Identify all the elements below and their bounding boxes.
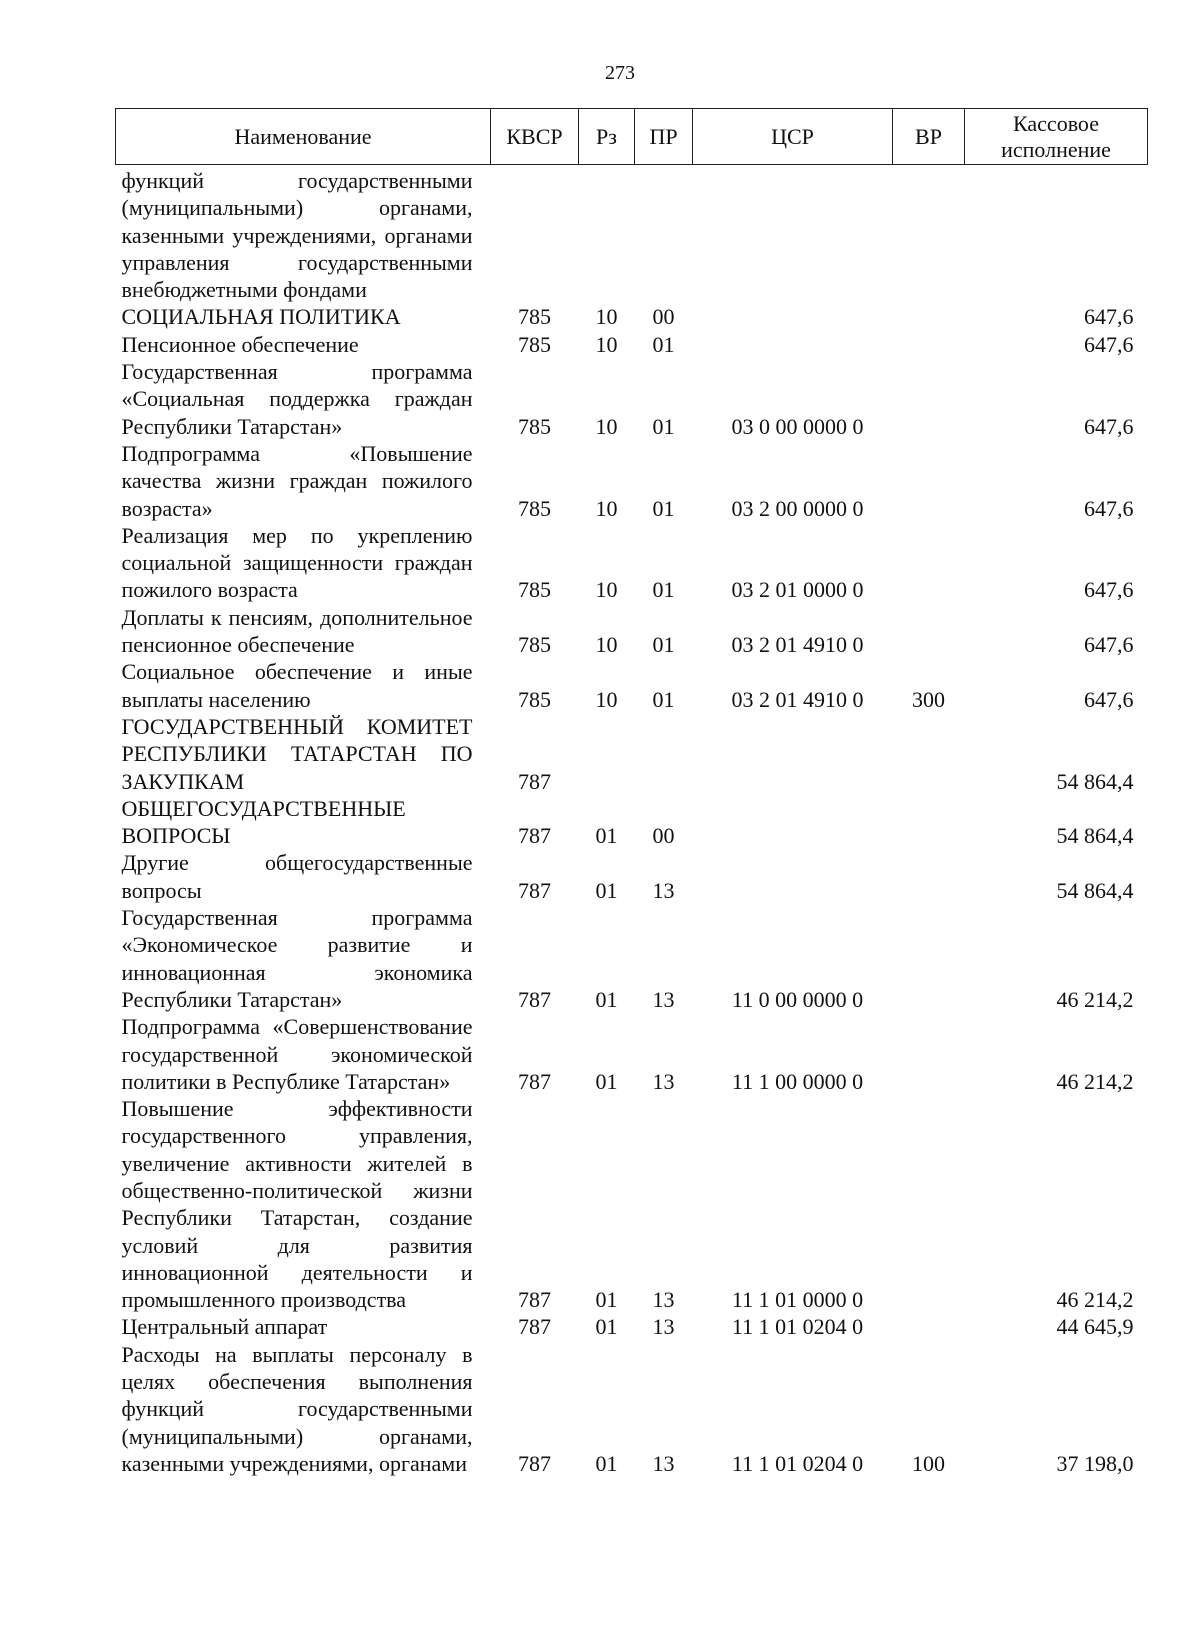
row-pr: 13 bbox=[652, 1287, 675, 1313]
row-vr bbox=[893, 849, 965, 904]
header-rz: Рз bbox=[579, 109, 635, 165]
row-cash-execution: 46 214,2 bbox=[1056, 1068, 1134, 1094]
table-row bbox=[116, 522, 1148, 604]
row-kvsr: 787 bbox=[518, 1450, 551, 1476]
row-rz: 01 bbox=[595, 1287, 618, 1313]
header-row bbox=[116, 109, 1148, 165]
row-kvsr: 787 bbox=[518, 986, 551, 1012]
row-rz: 01 bbox=[595, 986, 618, 1012]
table-row bbox=[116, 303, 1148, 330]
row-csr: 03 0 00 0000 0 bbox=[731, 413, 864, 439]
table-row bbox=[116, 1095, 1148, 1313]
row-vr bbox=[893, 795, 965, 850]
row-csr: 03 2 01 4910 0 bbox=[731, 632, 864, 658]
row-csr: 11 1 01 0204 0 bbox=[731, 1314, 864, 1340]
row-vr bbox=[893, 1013, 965, 1095]
header-vr: ВР bbox=[893, 109, 965, 165]
row-pr: 13 bbox=[652, 1450, 675, 1476]
table-body bbox=[116, 165, 1148, 1478]
row-kvsr: 785 bbox=[518, 686, 551, 712]
row-name: Повышение эффективности государственного управления, увеличение активности жителей в общественно-политической жизни Республики Татарстан, создание условий для развития инновационной деятельности и промышленного производства bbox=[121, 1096, 473, 1313]
row-name: Пенсионное обеспечение bbox=[121, 331, 359, 357]
row-kvsr: 787 bbox=[518, 1314, 551, 1340]
table-row bbox=[116, 440, 1148, 522]
row-kvsr: 785 bbox=[518, 577, 551, 603]
row-pr: 01 bbox=[652, 686, 675, 712]
row-rz bbox=[579, 165, 635, 304]
row-csr bbox=[693, 331, 893, 358]
row-rz: 01 bbox=[595, 1068, 618, 1094]
row-rz bbox=[579, 713, 635, 795]
row-pr: 01 bbox=[652, 577, 675, 603]
row-csr bbox=[693, 165, 893, 304]
row-vr bbox=[893, 165, 965, 304]
row-name: функций государственными (муниципальными) органами, казенными учреждениями, органами управления государственными внебюджетными фондами bbox=[121, 168, 473, 303]
table-row bbox=[116, 904, 1148, 1013]
row-cash-execution: 647,6 bbox=[1084, 413, 1134, 439]
row-cash-execution: 54 864,4 bbox=[1056, 877, 1134, 903]
row-rz: 01 bbox=[595, 1450, 618, 1476]
table-row bbox=[116, 658, 1148, 713]
row-csr: 11 1 01 0204 0 bbox=[731, 1450, 864, 1476]
row-rz: 10 bbox=[595, 495, 618, 521]
row-cash-execution: 46 214,2 bbox=[1056, 1287, 1134, 1313]
header-cash-execution: Кассовое исполнение bbox=[965, 109, 1148, 165]
table-row bbox=[116, 1313, 1148, 1340]
row-cash-execution: 54 864,4 bbox=[1056, 768, 1134, 794]
row-csr: 03 2 01 0000 0 bbox=[731, 577, 864, 603]
row-rz: 10 bbox=[595, 413, 618, 439]
row-vr bbox=[893, 331, 965, 358]
row-kvsr: 787 bbox=[518, 768, 551, 794]
header-pr: ПР bbox=[635, 109, 693, 165]
table-row bbox=[116, 713, 1148, 795]
row-pr: 13 bbox=[652, 1314, 675, 1340]
table-row bbox=[116, 849, 1148, 904]
row-kvsr: 787 bbox=[518, 1287, 551, 1313]
row-name: Государственная программа «Экономическое развитие и инновационная экономика Республики Татарстан» bbox=[121, 905, 473, 1012]
row-name: Реализация мер по укреплению социальной защищенности граждан пожилого возраста bbox=[121, 522, 473, 603]
row-pr bbox=[635, 713, 693, 795]
row-name: СОЦИАЛЬНАЯ ПОЛИТИКА bbox=[121, 304, 401, 330]
row-rz: 10 bbox=[595, 686, 618, 712]
page-number: 273 bbox=[605, 62, 635, 84]
row-vr bbox=[893, 904, 965, 1013]
row-name: Доплаты к пенсиям, дополнительное пенсионное обеспечение bbox=[121, 604, 473, 658]
row-pr: 01 bbox=[652, 331, 675, 357]
row-csr bbox=[693, 795, 893, 850]
row-csr: 03 2 01 4910 0 bbox=[731, 686, 864, 712]
table-row bbox=[116, 604, 1148, 659]
row-vr bbox=[893, 358, 965, 440]
table-row bbox=[116, 795, 1148, 850]
row-vr: 100 bbox=[912, 1450, 945, 1476]
row-cash-execution: 37 198,0 bbox=[1056, 1450, 1134, 1476]
row-name: ОБЩЕГОСУДАРСТВЕННЫЕ ВОПРОСЫ bbox=[121, 795, 406, 849]
row-name: Расходы на выплаты персоналу в целях обеспечения выполнения функций государственными (муниципальными) органами, казенными учреждениями, органами bbox=[121, 1341, 473, 1476]
row-cash-execution: 647,6 bbox=[1084, 577, 1134, 603]
table-header bbox=[116, 109, 1148, 165]
row-cash-execution: 647,6 bbox=[1084, 686, 1134, 712]
row-name: ГОСУДАРСТВЕННЫЙ КОМИТЕТ РЕСПУБЛИКИ ТАТАРСТАН ПО ЗАКУПКАМ bbox=[121, 713, 473, 794]
row-pr: 13 bbox=[652, 1068, 675, 1094]
row-rz: 10 bbox=[595, 632, 618, 658]
row-csr: 03 2 00 0000 0 bbox=[731, 495, 864, 521]
row-csr bbox=[693, 849, 893, 904]
row-vr bbox=[893, 522, 965, 604]
table-row bbox=[116, 358, 1148, 440]
row-csr: 11 0 00 0000 0 bbox=[731, 986, 864, 1012]
row-cash-execution: 647,6 bbox=[1084, 632, 1134, 658]
row-rz: 01 bbox=[595, 877, 618, 903]
row-kvsr: 785 bbox=[518, 304, 551, 330]
row-cash-execution: 54 864,4 bbox=[1056, 823, 1134, 849]
row-name: Центральный аппарат bbox=[121, 1314, 328, 1340]
row-name: Подпрограмма «Совершенствование государственной экономической политики в Республике Татарстан» bbox=[121, 1014, 473, 1094]
row-pr: 01 bbox=[652, 632, 675, 658]
row-name: Подпрограмма «Повышение качества жизни граждан пожилого возраста» bbox=[121, 440, 473, 521]
row-cash-execution: 46 214,2 bbox=[1056, 986, 1134, 1012]
row-vr bbox=[893, 713, 965, 795]
row-kvsr: 787 bbox=[518, 877, 551, 903]
row-name: Другие общегосударственные вопросы bbox=[121, 850, 473, 903]
row-pr: 01 bbox=[652, 495, 675, 521]
row-pr: 13 bbox=[652, 877, 675, 903]
row-vr: 300 bbox=[912, 686, 945, 712]
row-cash-execution bbox=[965, 165, 1148, 304]
header-csr: ЦСР bbox=[693, 109, 893, 165]
header-name: Наименование bbox=[116, 109, 491, 165]
row-cash-execution: 647,6 bbox=[1084, 331, 1134, 357]
header-kvsr: КВСР bbox=[491, 109, 579, 165]
row-kvsr bbox=[491, 165, 579, 304]
row-kvsr: 785 bbox=[518, 632, 551, 658]
row-kvsr: 785 bbox=[518, 495, 551, 521]
row-pr: 00 bbox=[652, 823, 675, 849]
table-row bbox=[116, 165, 1148, 304]
row-kvsr: 787 bbox=[518, 1068, 551, 1094]
row-name: Государственная программа «Социальная поддержка граждан Республики Татарстан» bbox=[121, 359, 473, 439]
table-row bbox=[116, 1341, 1148, 1477]
row-csr bbox=[693, 303, 893, 330]
row-rz: 10 bbox=[595, 331, 618, 357]
row-rz: 01 bbox=[595, 823, 618, 849]
row-pr: 01 bbox=[652, 413, 675, 439]
row-pr: 00 bbox=[652, 304, 675, 330]
row-name: Социальное обеспечение и иные выплаты населению bbox=[121, 659, 473, 712]
row-cash-execution: 44 645,9 bbox=[1056, 1314, 1134, 1340]
row-vr bbox=[893, 440, 965, 522]
row-vr bbox=[893, 1095, 965, 1313]
row-rz: 01 bbox=[595, 1314, 618, 1340]
row-kvsr: 785 bbox=[518, 413, 551, 439]
row-vr bbox=[893, 303, 965, 330]
table-row bbox=[116, 331, 1148, 358]
row-kvsr: 787 bbox=[518, 823, 551, 849]
budget-execution-table bbox=[115, 108, 1148, 1477]
table-row bbox=[116, 1013, 1148, 1095]
row-pr bbox=[635, 165, 693, 304]
row-csr bbox=[693, 713, 893, 795]
row-cash-execution: 647,6 bbox=[1084, 495, 1134, 521]
row-vr bbox=[893, 604, 965, 659]
row-kvsr: 785 bbox=[518, 331, 551, 357]
row-pr: 13 bbox=[652, 986, 675, 1012]
row-csr: 11 1 01 0000 0 bbox=[731, 1287, 864, 1313]
row-rz: 10 bbox=[595, 577, 618, 603]
row-rz: 10 bbox=[595, 304, 618, 330]
row-cash-execution: 647,6 bbox=[1084, 304, 1134, 330]
row-csr: 11 1 00 0000 0 bbox=[731, 1068, 864, 1094]
row-vr bbox=[893, 1313, 965, 1340]
